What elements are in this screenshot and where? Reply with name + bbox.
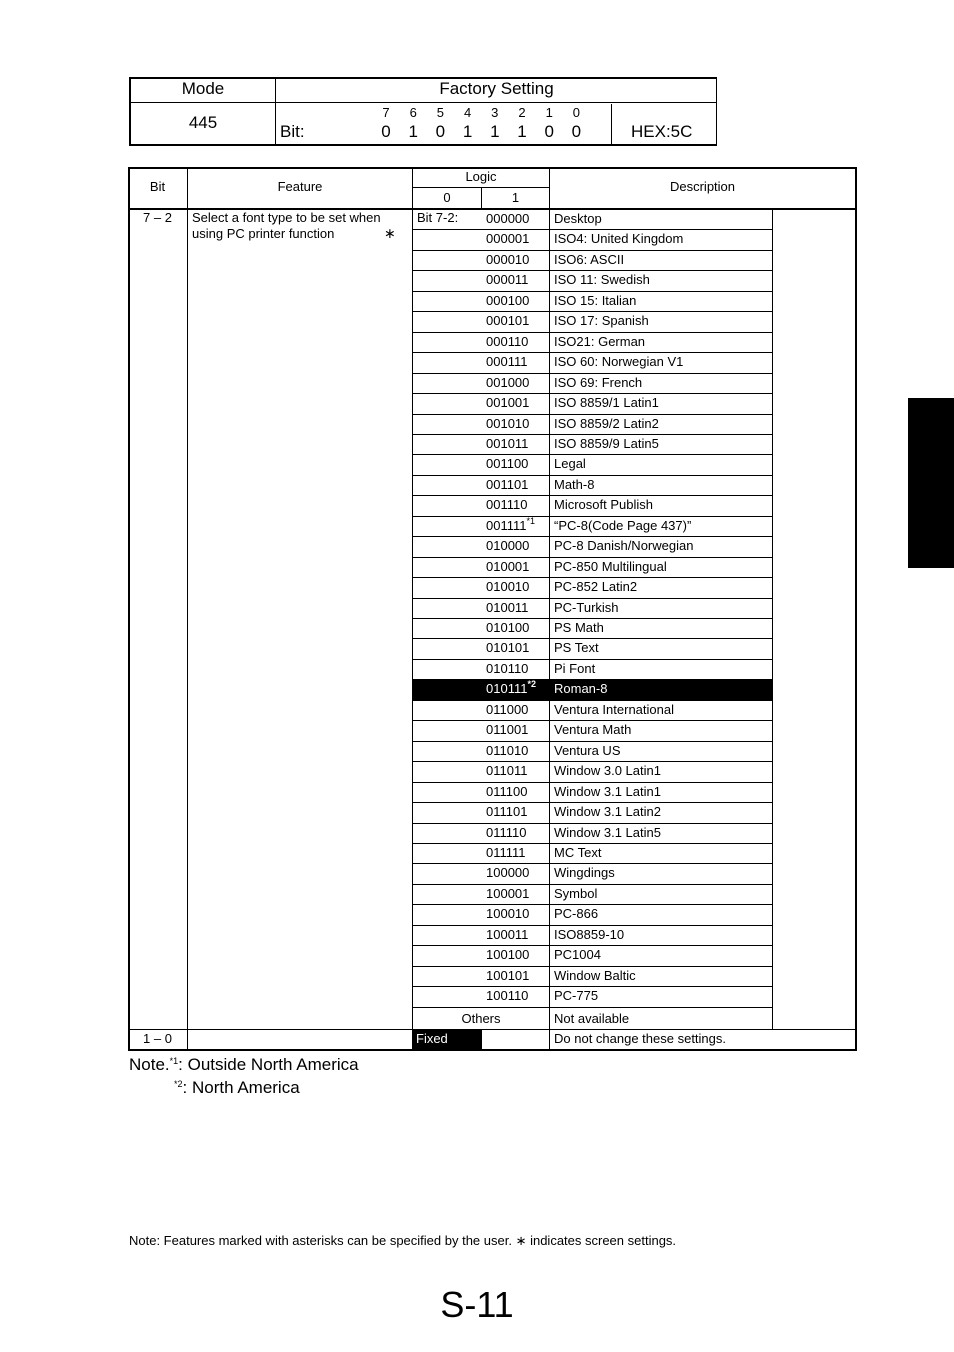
code-description: Wingdings (554, 865, 615, 881)
code-description: Ventura US (554, 742, 621, 758)
note-line-1 (129, 1055, 359, 1075)
code-description: ISO 8859/2 Latin2 (554, 415, 659, 431)
code-010100: 010100 (486, 620, 530, 635)
code-001110: 001110 (486, 497, 528, 513)
code-010001: 010001 (486, 558, 530, 574)
code-100011: 100011 (486, 926, 529, 942)
note-text-1: : Outside North America (178, 1055, 359, 1074)
feature-line-2: using PC printer function (192, 226, 335, 241)
code-description: ISO 8859/1 Latin1 (554, 395, 659, 411)
code-description: Legal (554, 456, 586, 472)
code-description: Window 3.1 Latin2 (554, 804, 661, 820)
note-sup-2: *2 (174, 1079, 183, 1089)
code-description: PC-852 Latin2 (554, 579, 638, 595)
factory-setting-table (129, 77, 717, 146)
code-001010: 001010 (486, 415, 530, 431)
code-description: MC Text (554, 844, 602, 860)
code-description: PS Math (554, 620, 604, 635)
code-011000: 011000 (486, 701, 529, 717)
code-000110: 000110 (486, 333, 529, 349)
header-logic-1: 1 (511, 190, 520, 205)
code-011101: 011101 (486, 804, 528, 820)
header-bit: Bit (149, 179, 166, 194)
code-description: Window 3.1 Latin1 (554, 783, 661, 799)
code-description: ISO8859-10 (554, 926, 625, 942)
bit-value-3: 1 (490, 122, 500, 141)
row-bit-1-0: 1 – 0 (143, 1031, 172, 1046)
code-100101: 100101 (486, 967, 530, 983)
row-bit-7-2: 7 – 2 (143, 210, 172, 225)
code-001111: 001111$^{*1}$ (486, 515, 536, 533)
bit-value-5: 0 (435, 122, 446, 141)
code-100000: 100000 (486, 865, 530, 881)
bit-value-4: 1 (462, 122, 473, 141)
code-description: Ventura Math (554, 722, 632, 738)
header-logic-0: 0 (443, 190, 451, 205)
bit-value-1: 0 (544, 122, 554, 141)
code-description: PC-866 (554, 906, 599, 922)
code-001001: 001001 (486, 395, 530, 411)
code-description: PC-8 Danish/Norwegian (554, 538, 694, 554)
section-tab-marker (908, 398, 954, 568)
code-description: PC-850 Multilingual (554, 558, 667, 574)
code-description: ISO 69: French (554, 374, 643, 390)
code-description: PC-775 (554, 988, 599, 1004)
code-description: ISO 15: Italian (554, 292, 637, 308)
code-010101: 010101 (486, 640, 530, 656)
code-010011: 010011 (486, 599, 529, 615)
bit-position-3: 3 (491, 105, 499, 120)
code-description: ISO4: United Kingdom (554, 231, 684, 247)
code-description: ISO 11: Swedish (554, 272, 650, 288)
code-description: Microsoft Publish (554, 497, 653, 513)
bit-prefix: Bit 7-2: (417, 210, 459, 225)
feature-line-1: Select a font type to be set when (192, 210, 381, 225)
code-011111: 011111 (486, 844, 526, 860)
code-description: Window 3.1 Latin5 (554, 824, 661, 840)
factory-setting-header: Factory Setting (439, 79, 554, 98)
asterisk-icon: ∗ (384, 225, 396, 241)
code-010010: 010010 (486, 579, 530, 595)
bit-position-1: 1 (545, 105, 553, 120)
code-000011: 000011 (486, 272, 529, 288)
code-010110: 010110 (486, 660, 529, 676)
code-011011: 011011 (486, 763, 528, 779)
code-description: Window Baltic (554, 967, 636, 983)
header-feature: Feature (277, 179, 323, 194)
fixed-cell: Fixed (412, 1030, 481, 1049)
bit-position-4: 4 (463, 105, 472, 120)
code-100010: 100010 (486, 906, 530, 922)
code-001000: 001000 (486, 374, 530, 390)
code-description: ISO 60: Norwegian V1 (554, 354, 684, 370)
code-description: PC1004 (554, 947, 601, 963)
bit-label: Bit: (280, 122, 305, 141)
code-footnote-mark: *1 (526, 515, 536, 526)
code-001101: 001101 (486, 476, 529, 492)
code-000100: 000100 (486, 292, 530, 308)
code-000111: 000111 (486, 354, 528, 370)
page-number: S-11 (440, 1284, 514, 1325)
row-1-0-description: Do not change these settings. (554, 1031, 727, 1046)
bit-value-0: 0 (571, 122, 582, 141)
code-011010: 011010 (486, 742, 529, 758)
code-010111: 010111$^{*2}$ (486, 679, 536, 697)
code-100100: 100100 (486, 947, 530, 963)
code-description: Ventura International (554, 701, 674, 717)
code-000010: 000010 (486, 251, 530, 267)
bit-position-7: 7 (382, 105, 390, 120)
bit-value-7: 0 (381, 122, 391, 141)
code-footnote-mark: *2 (527, 679, 536, 690)
code-description: PS Text (554, 640, 599, 656)
code-100110: 100110 (486, 988, 529, 1004)
code-010000: 010000 (486, 538, 530, 554)
bit-value-2: 1 (517, 122, 527, 141)
code-001100: 001100 (486, 456, 529, 472)
code-001011: 001011 (486, 435, 529, 451)
code-description: ISO6: ASCII (554, 251, 625, 267)
code-description: ISO 8859/9 Latin5 (554, 435, 659, 451)
header-description: Description (669, 179, 736, 194)
mode-value: 445 (188, 113, 218, 132)
code-description: PC-Turkish (554, 599, 619, 615)
header-logic: Logic (465, 169, 497, 184)
code-000000: 000000 (486, 211, 530, 226)
hex-value: HEX:5C (631, 122, 693, 141)
note-prefix: Note. (129, 1055, 170, 1074)
code-description: Math-8 (554, 476, 595, 492)
code-100001: 100001 (486, 885, 530, 901)
others-label: Others (461, 1011, 501, 1026)
bit-position-5: 5 (436, 105, 444, 120)
bit-position-6: 6 (409, 105, 417, 120)
code-011001: 011001 (486, 722, 529, 738)
mode-header: Mode (181, 79, 225, 98)
bit-position-0: 0 (572, 105, 580, 120)
code-011110: 011110 (486, 824, 527, 840)
code-description: Roman-8 (554, 681, 608, 697)
bit-settings-table (128, 167, 857, 1051)
others-description: Not available (554, 1011, 630, 1026)
code-000001: 000001 (486, 231, 530, 247)
code-description: “PC-8(Code Page 437)” (554, 517, 692, 533)
note-sup-1: *1 (169, 1056, 179, 1066)
code-description: Pi Font (554, 660, 596, 676)
footnote: Note: Features marked with asterisks can be specified by the user. ∗ indicates screen settings. (129, 1233, 677, 1248)
note-text-2: : North America (182, 1078, 300, 1097)
code-000101: 000101 (486, 313, 530, 329)
code-description: Window 3.0 Latin1 (554, 763, 661, 779)
code-011100: 011100 (486, 783, 528, 799)
code-description: Symbol (554, 885, 598, 901)
code-description: ISO21: German (554, 333, 646, 349)
bit-value-6: 1 (408, 122, 418, 141)
code-description: Desktop (554, 211, 602, 226)
note-line-2 (174, 1078, 300, 1098)
bit-position-2: 2 (518, 105, 526, 120)
code-description: ISO 17: Spanish (554, 313, 649, 329)
